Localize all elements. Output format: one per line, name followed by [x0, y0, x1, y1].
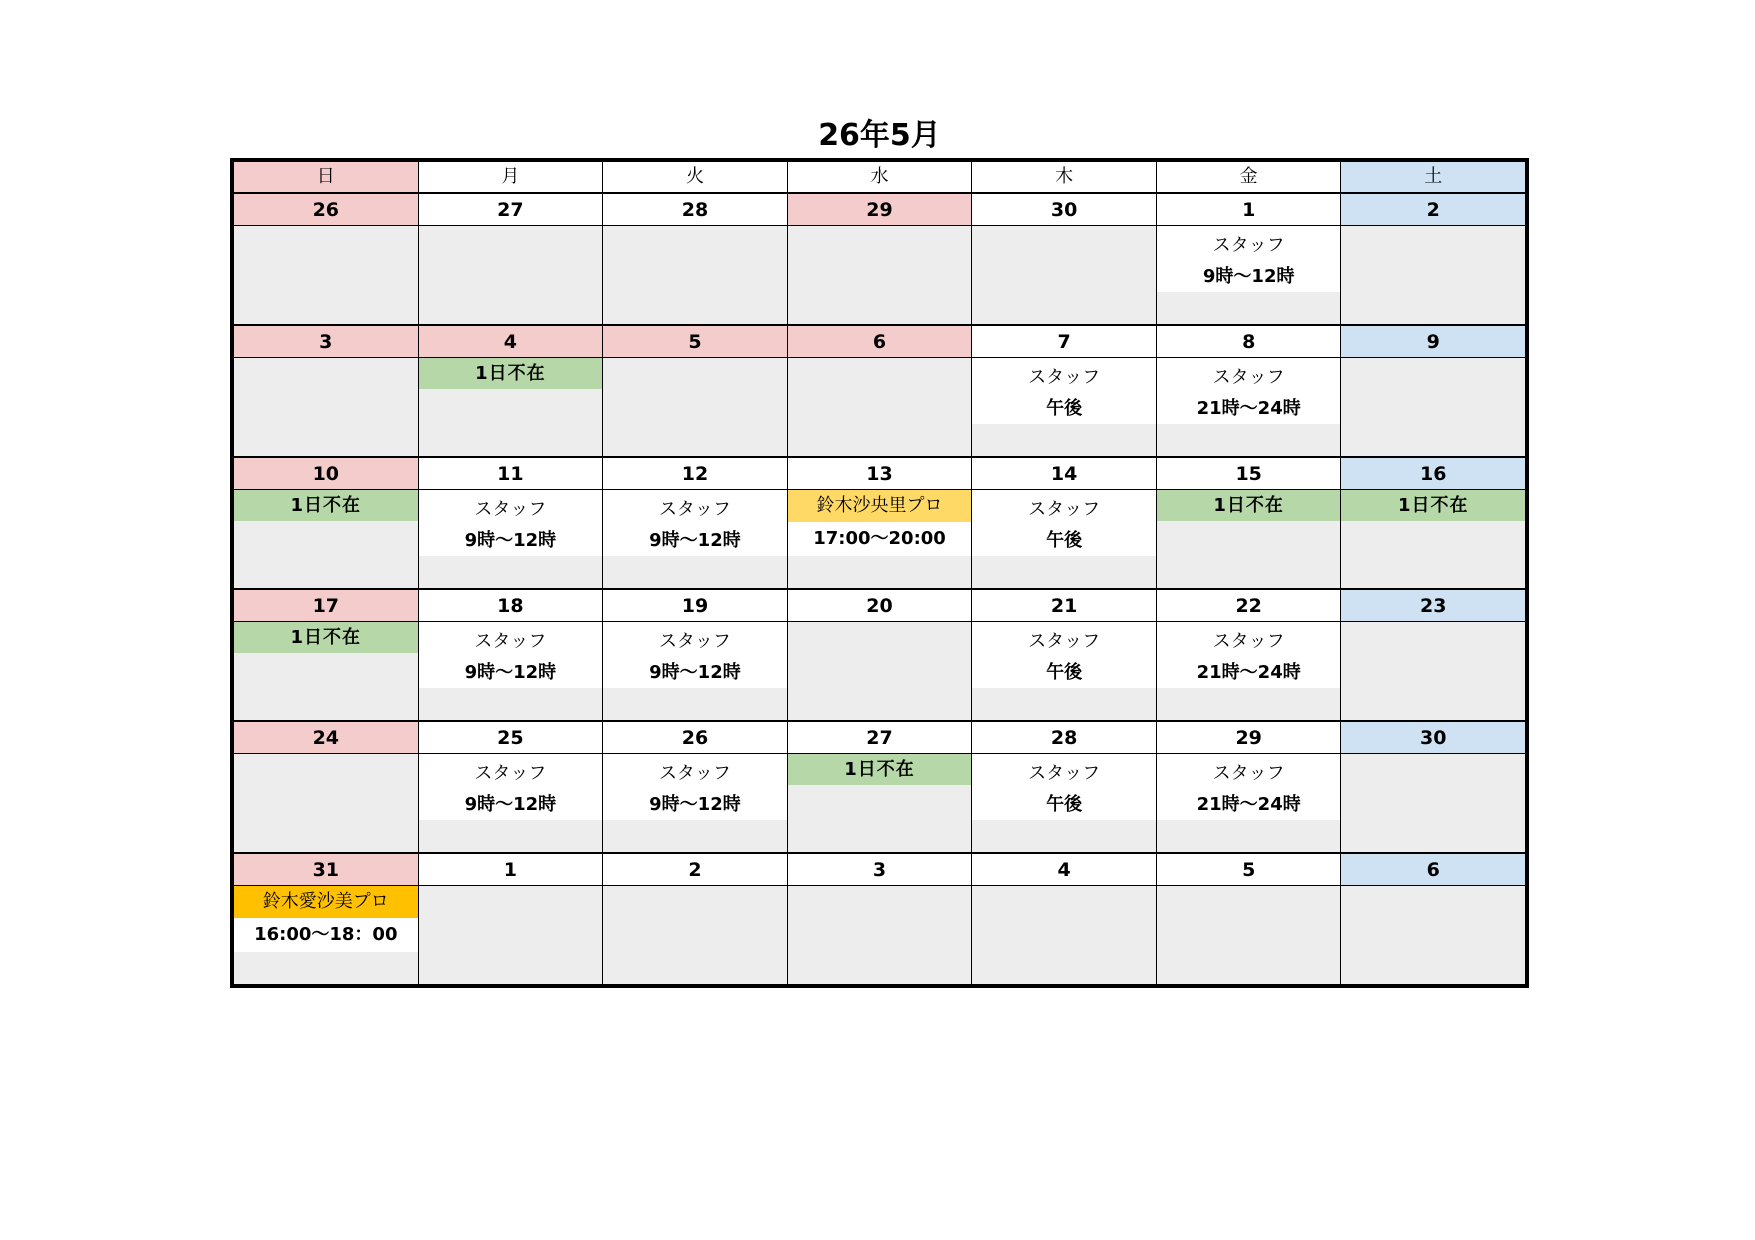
day-cell[interactable]: [419, 458, 604, 588]
day-body: [419, 754, 603, 852]
day-cell[interactable]: [1157, 590, 1342, 720]
event-label: スタッフ: [474, 763, 547, 784]
day-body: [1157, 886, 1341, 984]
event-time: 16:00～18：00: [234, 918, 418, 952]
day-body: [788, 754, 972, 852]
day-cell[interactable]: [1341, 326, 1525, 456]
calendar-title: 26年5月: [818, 118, 941, 153]
day-cell[interactable]: [1157, 458, 1342, 588]
day-body: [1157, 490, 1341, 588]
weekday-header-wed: 水: [788, 162, 973, 192]
event-time: 9時～12時: [649, 662, 741, 683]
day-number: 3: [788, 854, 972, 886]
day-cell[interactable]: [788, 854, 973, 984]
day-number: 17: [234, 590, 418, 622]
week-row: [234, 590, 1525, 722]
day-cell[interactable]: [603, 326, 788, 456]
day-number: 23: [1341, 590, 1525, 622]
day-body: [788, 490, 972, 588]
day-number: 4: [419, 326, 603, 358]
staff-event: [1157, 622, 1341, 688]
week-row: [234, 194, 1525, 326]
event-label: スタッフ: [658, 763, 731, 784]
day-number: 5: [1157, 854, 1341, 886]
day-body: [603, 358, 787, 456]
day-body: [419, 226, 603, 324]
day-number: 8: [1157, 326, 1341, 358]
event-time: 午後: [1046, 662, 1083, 683]
event-time: 9時～12時: [649, 794, 741, 815]
day-body: [419, 490, 603, 588]
event-time: 9時～12時: [1202, 266, 1295, 287]
event-label: スタッフ: [1212, 367, 1285, 388]
event-label: 鈴木愛沙美プロ: [234, 886, 418, 918]
day-body: [419, 358, 603, 456]
day-cell[interactable]: [788, 458, 973, 588]
event-time: 17:00～20:00: [788, 522, 972, 556]
day-number: 2: [603, 854, 787, 886]
day-body: [234, 358, 418, 456]
absent-event: 1日不在: [234, 622, 418, 653]
day-number: 10: [234, 458, 418, 490]
event-label: スタッフ: [1028, 763, 1101, 784]
day-body: [1341, 226, 1525, 324]
day-number: 6: [1341, 854, 1525, 886]
day-number: 3: [234, 326, 418, 358]
absent-event: 1日不在: [419, 358, 603, 389]
day-cell[interactable]: [972, 326, 1157, 456]
day-cell[interactable]: [1157, 854, 1342, 984]
event-label: スタッフ: [474, 631, 547, 652]
day-body: [972, 622, 1156, 720]
day-body: [234, 754, 418, 852]
day-number: 18: [419, 590, 603, 622]
day-number: 22: [1157, 590, 1341, 622]
staff-event: [972, 490, 1156, 556]
day-number: 28: [972, 722, 1156, 754]
day-body: [234, 622, 418, 720]
weekday-header-row: [234, 162, 1525, 194]
day-number: 1: [1157, 194, 1341, 226]
day-number: 30: [1341, 722, 1525, 754]
day-number: 31: [234, 854, 418, 886]
pro-lesson-event: [788, 490, 972, 556]
staff-event: [603, 754, 787, 820]
day-number: 21: [972, 590, 1156, 622]
day-number: 29: [788, 194, 972, 226]
day-number: 6: [788, 326, 972, 358]
day-cell[interactable]: [234, 854, 419, 984]
day-cell[interactable]: [603, 854, 788, 984]
week-row: [234, 326, 1525, 458]
day-number: 28: [603, 194, 787, 226]
day-cell[interactable]: [234, 326, 419, 456]
day-cell[interactable]: [234, 458, 419, 588]
event-label: スタッフ: [1212, 631, 1285, 652]
event-time: 21時～24時: [1196, 794, 1301, 815]
day-body: [788, 886, 972, 984]
event-time: 9時～12時: [464, 794, 557, 815]
day-number: 27: [419, 194, 603, 226]
absent-event: 1日不在: [234, 490, 418, 521]
event-label: スタッフ: [1028, 631, 1101, 652]
day-number: 26: [603, 722, 787, 754]
event-label: スタッフ: [1028, 367, 1101, 388]
day-body: [972, 754, 1156, 852]
event-label: スタッフ: [658, 631, 731, 652]
event-label: スタッフ: [1212, 763, 1285, 784]
day-cell[interactable]: [1341, 722, 1525, 852]
day-body: [1341, 754, 1525, 852]
event-time: 9時～12時: [649, 530, 741, 551]
event-time: 午後: [1046, 794, 1083, 815]
day-number: 29: [1157, 722, 1341, 754]
day-body: [603, 490, 787, 588]
day-cell[interactable]: [972, 458, 1157, 588]
day-cell[interactable]: [603, 458, 788, 588]
event-label: スタッフ: [658, 499, 731, 520]
day-body: [1341, 358, 1525, 456]
day-number: 14: [972, 458, 1156, 490]
day-number: 19: [603, 590, 787, 622]
staff-event: [972, 358, 1156, 424]
day-body: [972, 886, 1156, 984]
day-body: [1341, 490, 1525, 588]
day-body: [1341, 622, 1525, 720]
day-body: [972, 358, 1156, 456]
weekday-header-sat: 土: [1341, 162, 1525, 192]
day-body: [972, 226, 1156, 324]
week-row: [234, 854, 1525, 984]
day-cell[interactable]: [603, 194, 788, 324]
day-body: [788, 226, 972, 324]
weekday-header-mon: 月: [419, 162, 604, 192]
day-cell[interactable]: [234, 194, 419, 324]
day-body: [788, 622, 972, 720]
day-cell[interactable]: [419, 326, 604, 456]
day-number: 24: [234, 722, 418, 754]
day-number: 13: [788, 458, 972, 490]
day-body: [234, 886, 418, 984]
day-body: [1157, 226, 1341, 324]
event-time: 午後: [1046, 530, 1083, 551]
event-time: 午後: [1046, 398, 1083, 419]
weekday-header-tue: 火: [603, 162, 788, 192]
pro-lesson-event: [234, 886, 418, 952]
day-body: [419, 622, 603, 720]
day-cell[interactable]: [419, 854, 604, 984]
day-number: 1: [419, 854, 603, 886]
day-cell[interactable]: [419, 722, 604, 852]
event-time: 9時～12時: [464, 662, 557, 683]
day-number: 12: [603, 458, 787, 490]
day-body: [788, 358, 972, 456]
calendar-grid: [230, 158, 1529, 988]
staff-event: [1157, 358, 1341, 424]
day-cell[interactable]: [1341, 458, 1525, 588]
day-body: [603, 622, 787, 720]
day-cell[interactable]: [603, 590, 788, 720]
event-time: 21時～24時: [1196, 398, 1301, 419]
day-cell[interactable]: [1157, 326, 1342, 456]
weekday-header-thu: 木: [972, 162, 1157, 192]
day-cell[interactable]: [788, 590, 973, 720]
day-body: [1157, 622, 1341, 720]
day-cell[interactable]: [1341, 854, 1525, 984]
day-body: [603, 886, 787, 984]
day-number: 7: [972, 326, 1156, 358]
day-cell[interactable]: [1157, 722, 1342, 852]
week-row: [234, 722, 1525, 854]
day-body: [972, 490, 1156, 588]
day-cell[interactable]: [234, 590, 419, 720]
day-cell[interactable]: [419, 194, 604, 324]
day-number: 2: [1341, 194, 1525, 226]
day-cell[interactable]: [1341, 194, 1525, 324]
event-time: 9時～12時: [464, 530, 557, 551]
staff-event: [603, 622, 787, 688]
staff-event: [603, 490, 787, 556]
absent-event: 1日不在: [788, 754, 972, 785]
weekday-header-fri: 金: [1157, 162, 1342, 192]
day-body: [1157, 754, 1341, 852]
day-number: 20: [788, 590, 972, 622]
staff-event: [972, 754, 1156, 820]
day-cell[interactable]: [972, 194, 1157, 324]
event-label: スタッフ: [1212, 235, 1285, 256]
day-cell[interactable]: [788, 194, 973, 324]
day-number: 16: [1341, 458, 1525, 490]
day-body: [1341, 886, 1525, 984]
day-body: [234, 490, 418, 588]
weekday-header-sun: 日: [234, 162, 419, 192]
day-cell[interactable]: [419, 590, 604, 720]
day-cell[interactable]: [788, 326, 973, 456]
day-cell[interactable]: [603, 722, 788, 852]
day-body: [234, 226, 418, 324]
absent-event: 1日不在: [1341, 490, 1525, 521]
day-body: [1157, 358, 1341, 456]
staff-event: [1157, 754, 1341, 820]
staff-event: [972, 622, 1156, 688]
day-cell[interactable]: [1341, 590, 1525, 720]
staff-event: [419, 622, 603, 688]
day-number: 15: [1157, 458, 1341, 490]
staff-event: [419, 754, 603, 820]
day-number: 26: [234, 194, 418, 226]
day-number: 4: [972, 854, 1156, 886]
event-label: スタッフ: [474, 499, 547, 520]
absent-event: 1日不在: [1157, 490, 1341, 521]
day-number: 5: [603, 326, 787, 358]
event-label: 鈴木沙央里プロ: [788, 490, 972, 522]
day-number: 27: [788, 722, 972, 754]
staff-event: [419, 490, 603, 556]
day-number: 11: [419, 458, 603, 490]
week-row: [234, 458, 1525, 590]
day-cell[interactable]: [1157, 194, 1342, 324]
day-cell[interactable]: [972, 722, 1157, 852]
day-number: 9: [1341, 326, 1525, 358]
event-label: スタッフ: [1028, 499, 1101, 520]
day-body: [419, 886, 603, 984]
day-cell[interactable]: [972, 854, 1157, 984]
event-time: 21時～24時: [1196, 662, 1301, 683]
day-cell[interactable]: [788, 722, 973, 852]
day-cell[interactable]: [234, 722, 419, 852]
day-cell[interactable]: [972, 590, 1157, 720]
day-number: 25: [419, 722, 603, 754]
day-body: [603, 754, 787, 852]
staff-event: [1157, 226, 1341, 292]
day-number: 30: [972, 194, 1156, 226]
day-body: [603, 226, 787, 324]
